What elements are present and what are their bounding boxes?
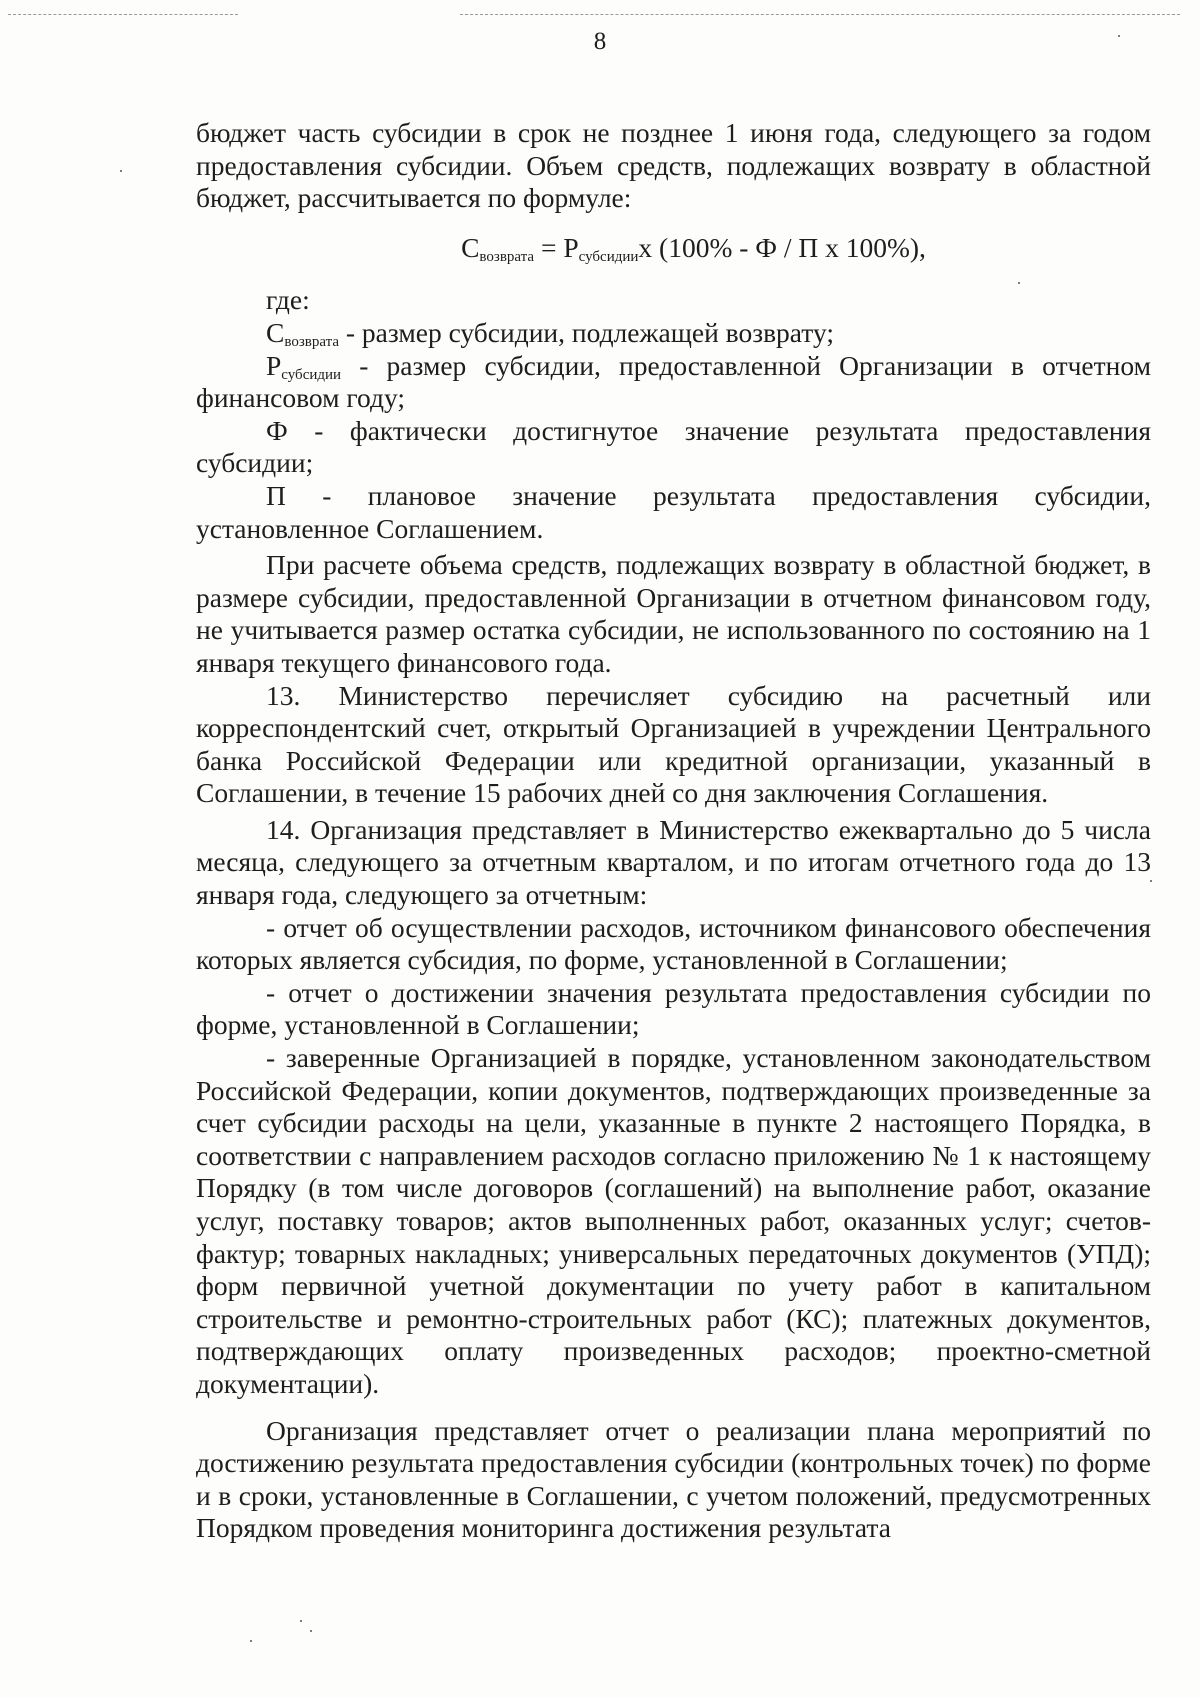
formula-rest: x (100% - Ф / П x 100%),: [638, 231, 926, 263]
scan-speck: [310, 1630, 312, 1632]
scan-edge-line-right: [460, 14, 1180, 15]
scan-speck: [250, 1640, 252, 1642]
formula-c-symbol: С: [461, 231, 480, 263]
definition-subscript: субсидии: [281, 366, 342, 383]
formula-equals: =: [534, 231, 564, 263]
page-number: 8: [593, 28, 607, 55]
list-item: - заверенные Организацией в порядке, установленном законодательством Российской Федерации, копии документов, подтверждающих произведенные за счет субсидии расходы на цели, указанные в пункте 2 настоящего Порядка, в соответствии с направлением расходов согласно приложению № 1 к настоящему Порядку (в том числе договоров (соглашений) на выполнение работ, оказание услуг, поставку товаров; актов выполненных работ, оказанных услуг; счетов-фактур; товарных накладных; универсальных передаточных документов (УПД); форм первичной учетной документации по учету работ в капитальном строительстве и ремонтно-строительных работ (КС); платежных документов, подтверждающих оплату произведенных расходов; проектно-сметной документации).: [196, 1042, 1151, 1399]
definition-item: [196, 317, 1151, 350]
formula-p-subscript: субсидии: [578, 248, 639, 265]
definition-symbol: С: [266, 316, 285, 348]
definition-text: - размер субсидии, подлежащей возврату;: [339, 316, 834, 348]
clause-13-paragraph: 13. Министерство перечисляет субсидию на расчетный или корреспондентский счет, открытый Организацией в учреждении Центрального банка Российской Федерации или кредитной организации, указанный в Соглашении, в течение 15 рабочих дней со дня заключения Соглашения.: [196, 679, 1151, 809]
clause-14-paragraph: 14. Организация представляет в Министерство ежеквартально до 5 числа месяца, следующего за отчетным кварталом, и по итогам отчетного года до 13 января года, следующего за отчетным:: [196, 813, 1151, 911]
list-item: - отчет о достижении значения результата предоставления субсидии по форме, установленной в Соглашении;: [196, 976, 1151, 1041]
scan-speck: [120, 170, 122, 172]
body-paragraph: При расчете объема средств, подлежащих возврату в областной бюджет, в размере субсидии, предоставленной Организации в отчетном финансовом году, не учитывается размер остатка субсидии, не использованного по состоянию на 1 января текущего финансового года.: [196, 549, 1151, 678]
definition-item: [196, 480, 1151, 545]
scan-speck: [300, 1620, 302, 1622]
list-item: - отчет об осуществлении расходов, источником финансового обеспечения которых является субсидия, по форме, установленной в Соглашении;: [196, 911, 1151, 976]
where-label: где:: [266, 284, 310, 316]
formula-p-symbol: Р: [563, 231, 579, 263]
definition-item: [196, 350, 1151, 415]
definition-symbol: Р: [266, 349, 282, 381]
formula-c-subscript: возврата: [479, 248, 535, 265]
document-body: [196, 117, 1151, 1545]
body-paragraph: Организация представляет отчет о реализации плана мероприятий по достижению результата предоставления субсидии (контрольных точек) по форме и в сроки, установленные в Соглашении, с учетом положений, предусмотренных Порядком проведения мониторинга достижения результата: [196, 1414, 1151, 1544]
definition-text: П - плановое значение результата предоставления субсидии, установленное Соглашением.: [196, 479, 1151, 544]
definition-text: - размер субсидии, предоставленной Организации в отчетном финансовом году;: [196, 349, 1151, 414]
scan-edge-line-left: [8, 14, 238, 15]
definition-subscript: возврата: [284, 333, 339, 350]
return-formula: [196, 232, 1151, 265]
definition-text: Ф - фактически достигнутое значение результата предоставления субсидии;: [196, 414, 1151, 479]
definition-item: [196, 415, 1151, 480]
intro-paragraph: бюджет часть субсидии в срок не позднее 1 июня года, следующего за годом предоставления субсидии. Объем средств, подлежащих возврату в областной бюджет, рассчитывается по формуле:: [196, 117, 1151, 214]
